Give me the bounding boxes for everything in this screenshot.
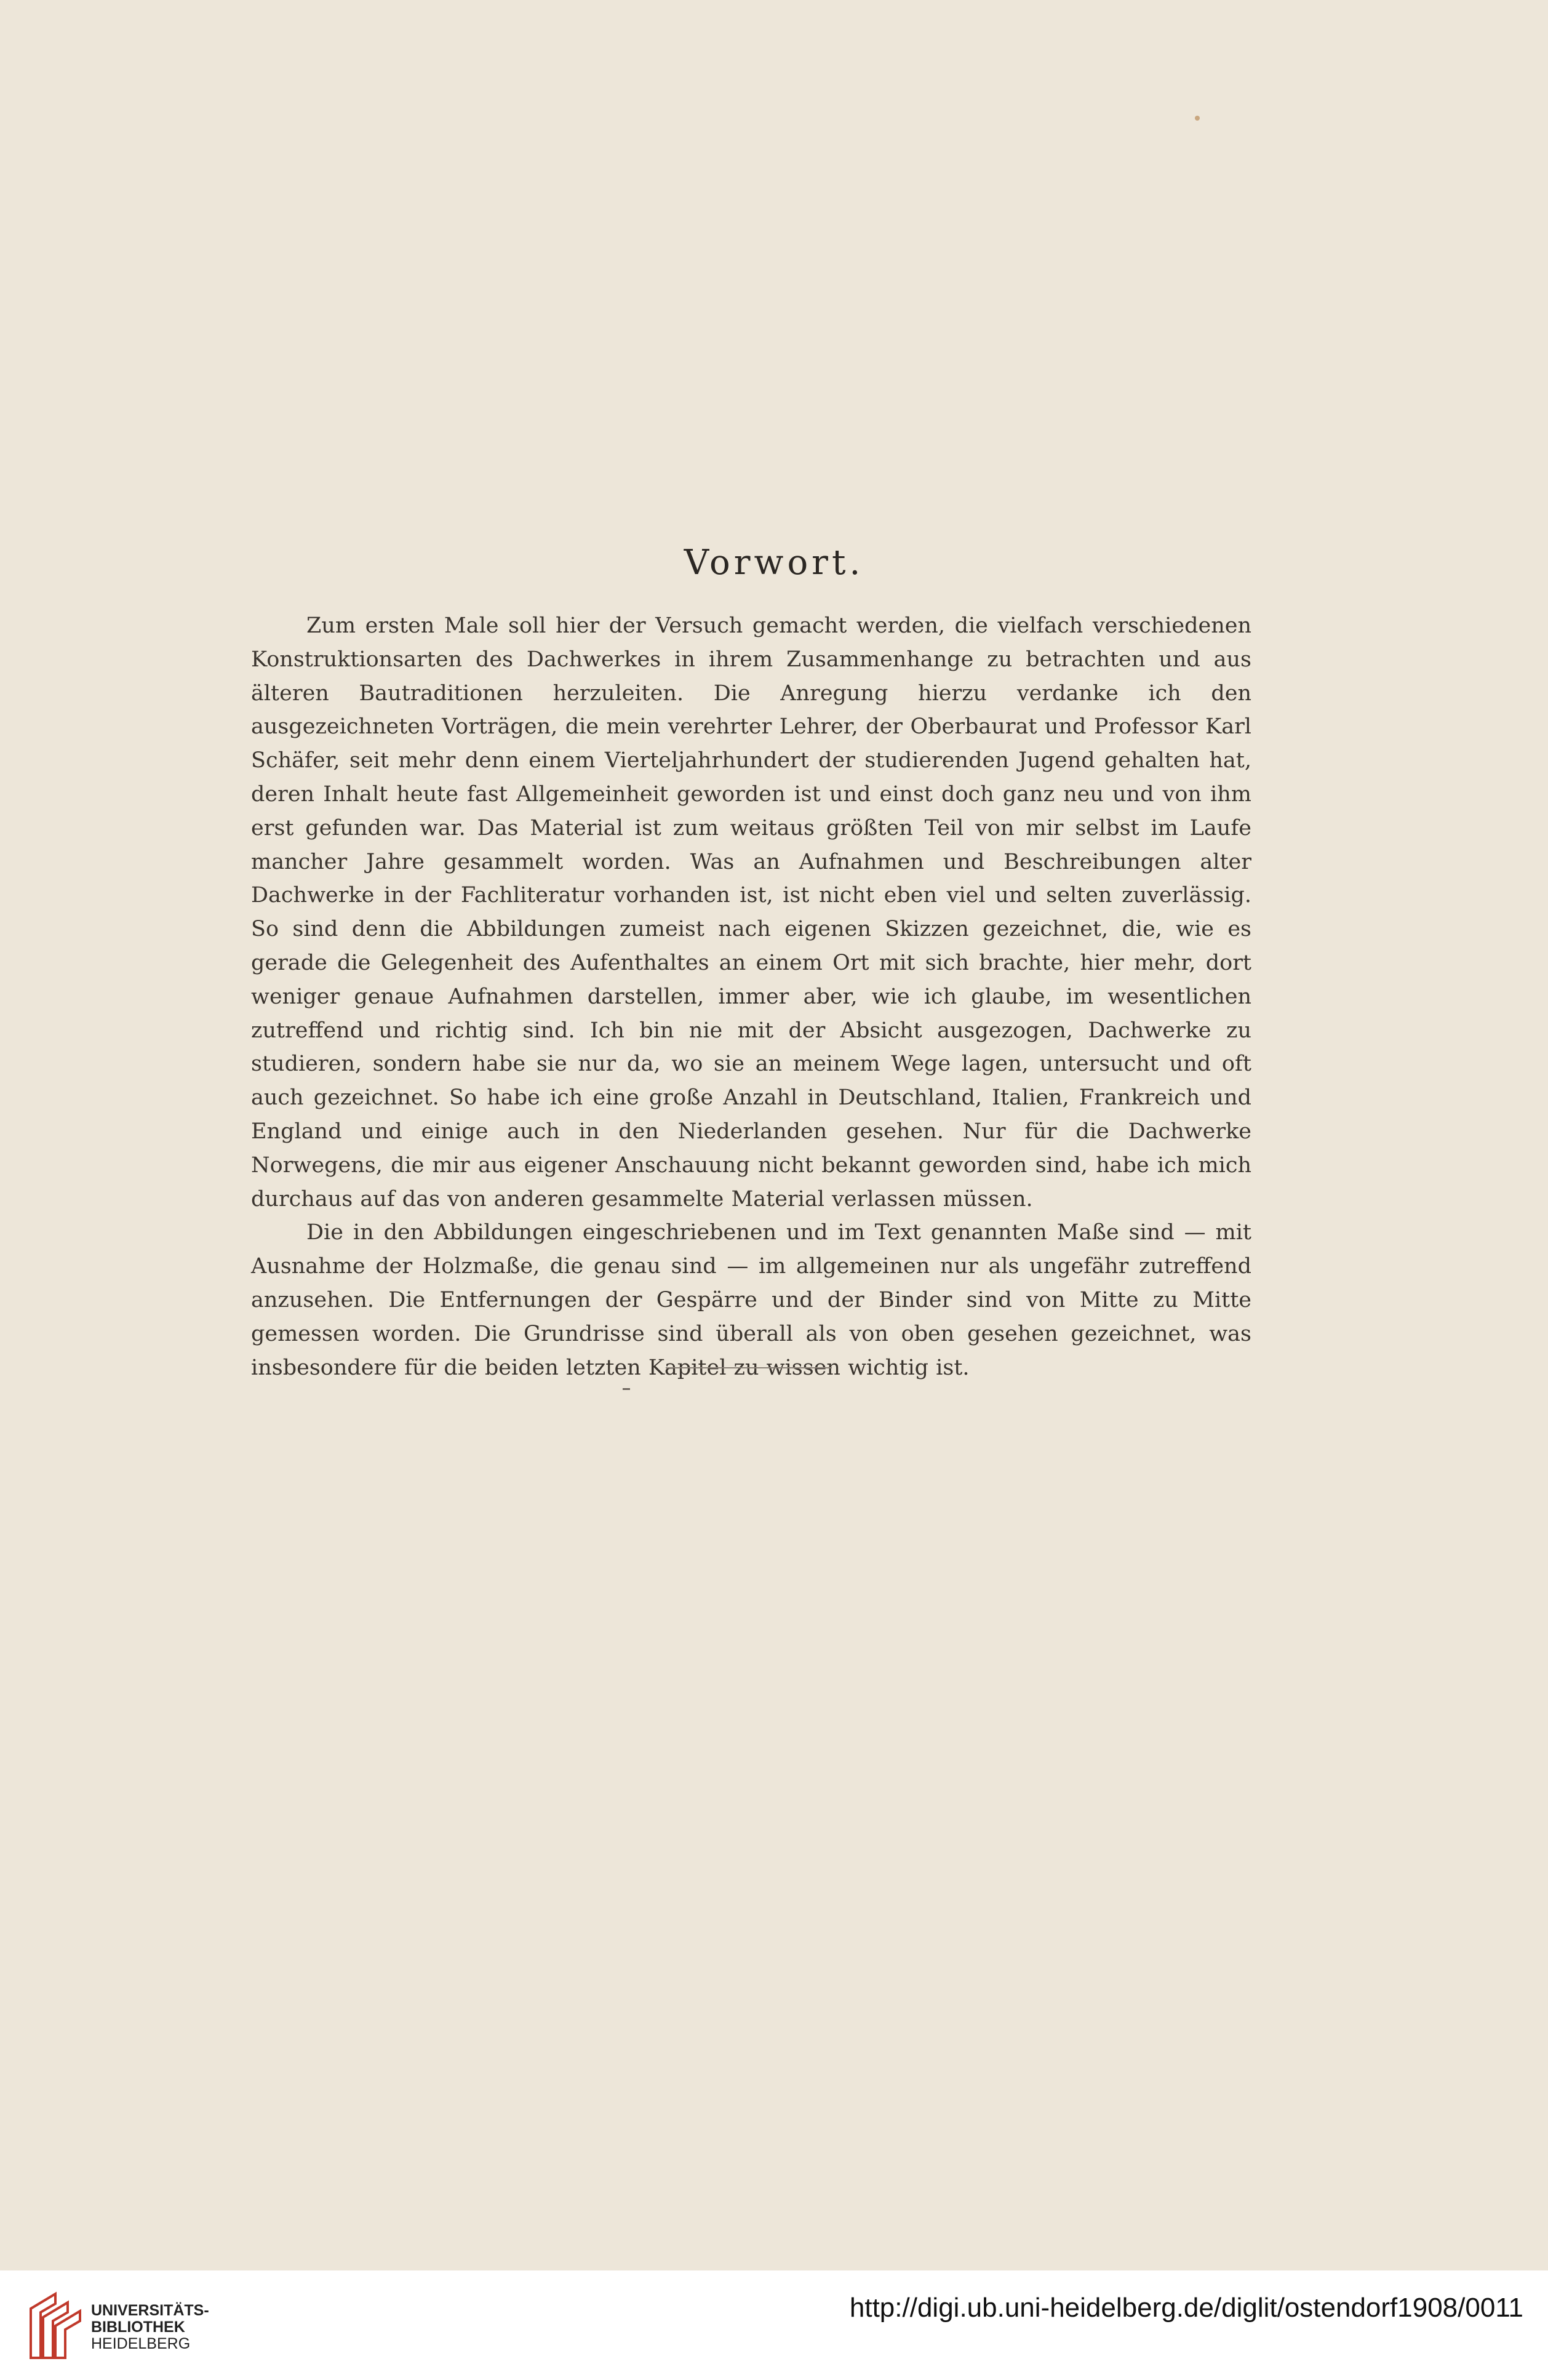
paragraph-2: Die in den Abbildungen eingeschriebenen und im Text genannten Maße sind — mit Ausnahme der Holzmaße, die genau sind — im allgemeinen nur als ungefähr zutreffend anzusehen. Die Entfernungen der Gespärre und der Binder sind von Mitte zu Mitte gemessen worden. Die Grundrisse sind überall als von oben gesehen gezeichnet, was insbesondere für die beiden letzten Kapitel zu wissen wichtig ist.	[251, 1220, 1251, 1380]
page-title: Vorwort.	[684, 543, 864, 583]
source-url-link[interactable]: http://digi.ub.uni-heidelberg.de/diglit/ostendorf1908/0011	[849, 2293, 1523, 2323]
end-mark	[623, 1388, 630, 1390]
paper-speck	[1195, 116, 1200, 121]
library-name	[91, 2302, 209, 2352]
library-name-line2: BIBLIOTHEK	[91, 2318, 185, 2336]
library-name-line1: UNIVERSITÄTS-	[91, 2302, 209, 2319]
paragraph-1: Zum ersten Male soll hier der Versuch gemacht werden, die vielfach verschiedenen Konstruktionsarten des Dachwerkes in ihrem Zusammenhange zu betrachten und aus älteren Bautraditionen herzuleiten. Die Anregung hierzu verdanke ich den ausgezeichneten Vorträgen, die mein verehrter Lehrer, der Oberbaurat und Professor Karl Schäfer, seit mehr denn einem Vierteljahrhundert der studierenden Jugend gehalten hat, deren Inhalt heute fast Allgemeinheit geworden ist und einst doch ganz neu und von ihm erst gefunden war. Das Material ist zum weitaus größten Teil von mir selbst im Laufe mancher Jahre gesammelt worden. Was an Aufnahmen und Beschreibungen alter Dachwerke in der Fachliteratur vorhanden ist, ist nicht eben viel und selten zuverlässig. So sind denn die Abbildungen zumeist nach eigenen Skizzen gezeichnet, die, wie es gerade die Gelegenheit des Aufenthaltes an einem Ort mit sich brachte, hier mehr, dort weniger genaue Aufnahmen darstellen, immer aber, wie ich glaube, im wesentlichen zutreffend und richtig sind. Ich bin nie mit der Absicht ausgezogen, Dachwerke zu studieren, sondern habe sie nur da, wo sie an meinem Wege lagen, untersucht und oft auch gezeichnet. So habe ich eine große Anzahl in Deutschland, Italien, Frankreich und England und einige auch in den Niederlanden gesehen. Nur für die Dachwerke Norwegens, die mir aus eigener Anschauung nicht bekannt geworden sind, habe ich mich durchaus auf das von anderen gesammelte Material verlassen müssen.	[251, 613, 1251, 1212]
library-logo-icon	[25, 2290, 84, 2364]
end-rule	[666, 1367, 832, 1368]
library-name-line3: HEIDELBERG	[91, 2335, 191, 2352]
footer-bar	[0, 2270, 1548, 2380]
body-text	[251, 609, 1251, 1384]
